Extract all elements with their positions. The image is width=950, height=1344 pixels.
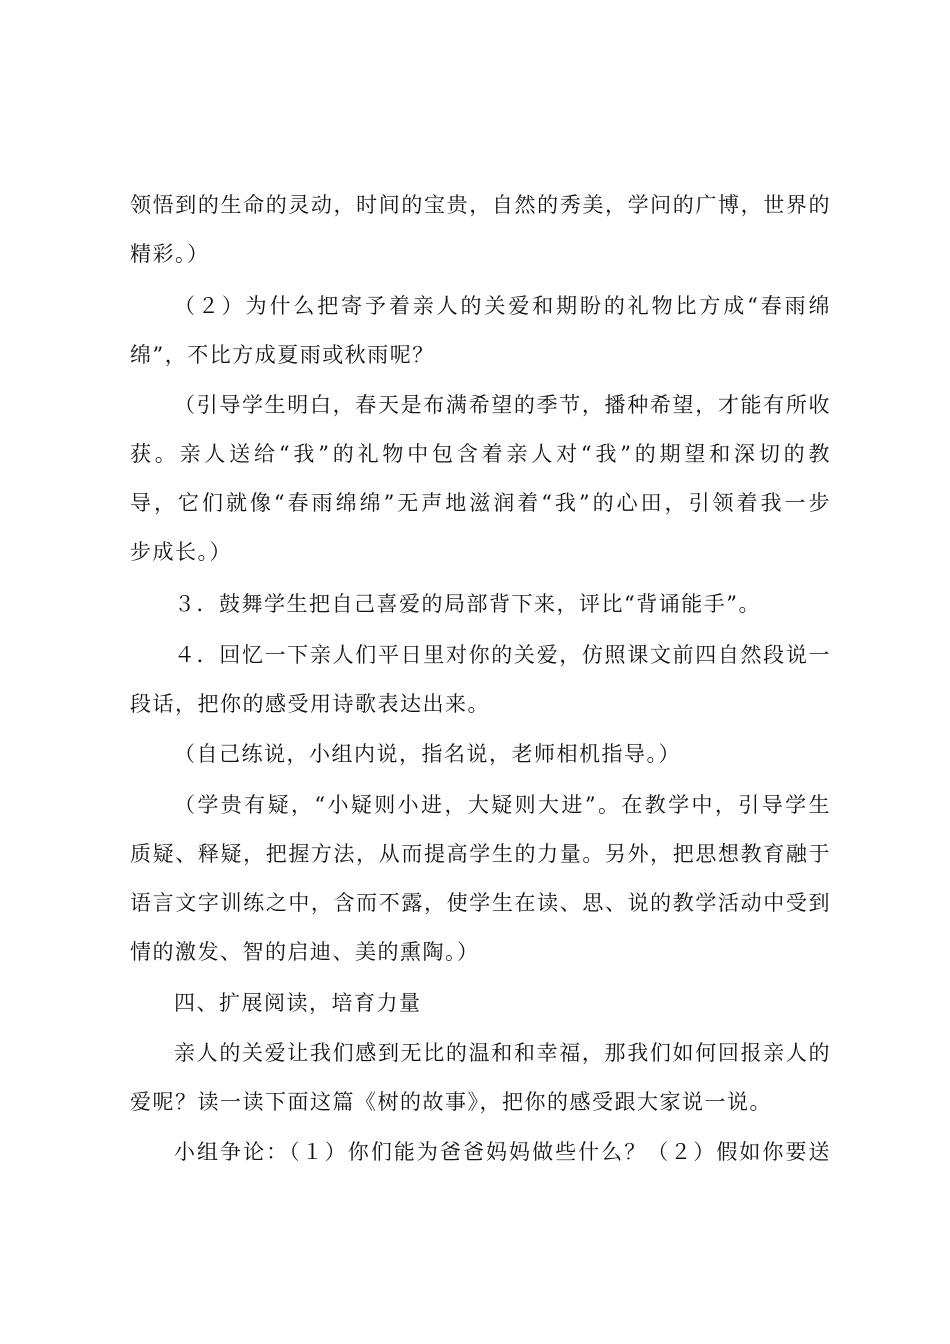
text-line: 获。亲人送给“我”的礼物中包含着亲人对“我”的期望和深切的教	[130, 442, 830, 466]
section-heading: 四、扩展阅读，培育力量	[174, 991, 422, 1015]
text-line: （引导学生明白，春天是布满希望的季节，播种希望，才能有所收	[174, 393, 830, 417]
text-line: 步成长。）	[130, 540, 232, 564]
text-line: 精彩。）	[130, 242, 210, 266]
text-line: ３．鼓舞学生把自己喜爱的局部背下来，评比“背诵能手”。	[174, 592, 761, 616]
text-line: 语言文字训练之中，含而不露，使学生在读、思、说的教学活动中受到	[130, 891, 830, 915]
text-line: 导，它们就像“春雨绵绵”无声地滋润着“我”的心田，引领着我一步	[130, 491, 830, 515]
text-line: 亲人的关爱让我们感到无比的温和和幸福，那我们如何回报亲人的	[174, 1041, 830, 1065]
text-line: 情的激发、智的启迪、美的熏陶。）	[130, 940, 480, 964]
text-line: 段话，把你的感受用诗歌表达出来。	[130, 692, 490, 716]
text-line: 质疑、释疑，把握方法，从而提高学生的力量。另外，把思想教育融于	[130, 842, 830, 866]
text-line: （学贵有疑，“小疑则小进，大疑则大进”。在教学中，引导学生	[174, 793, 830, 817]
text-line: （２）为什么把寄予着亲人的关爱和期盼的礼物比方成“春雨绵	[174, 294, 830, 318]
text-line: ４．回忆一下亲人们平日里对你的关爱，仿照课文前四自然段说一	[174, 643, 830, 667]
text-line: 领悟到的生命的灵动，时间的宝贵，自然的秀美，学问的广博，世界的	[130, 193, 830, 217]
text-line: 绵”，不比方成夏雨或秋雨呢？	[130, 343, 435, 367]
text-line: （自己练说，小组内说，指名说，老师相机指导。）	[174, 742, 681, 766]
text-line: 小组争论：（１）你们能为爸爸妈妈做些什么？（２）假如你要送	[174, 1140, 830, 1164]
text-line: 爱呢？读一读下面这篇《树的故事》，把你的感受跟大家说一说。	[130, 1090, 772, 1114]
